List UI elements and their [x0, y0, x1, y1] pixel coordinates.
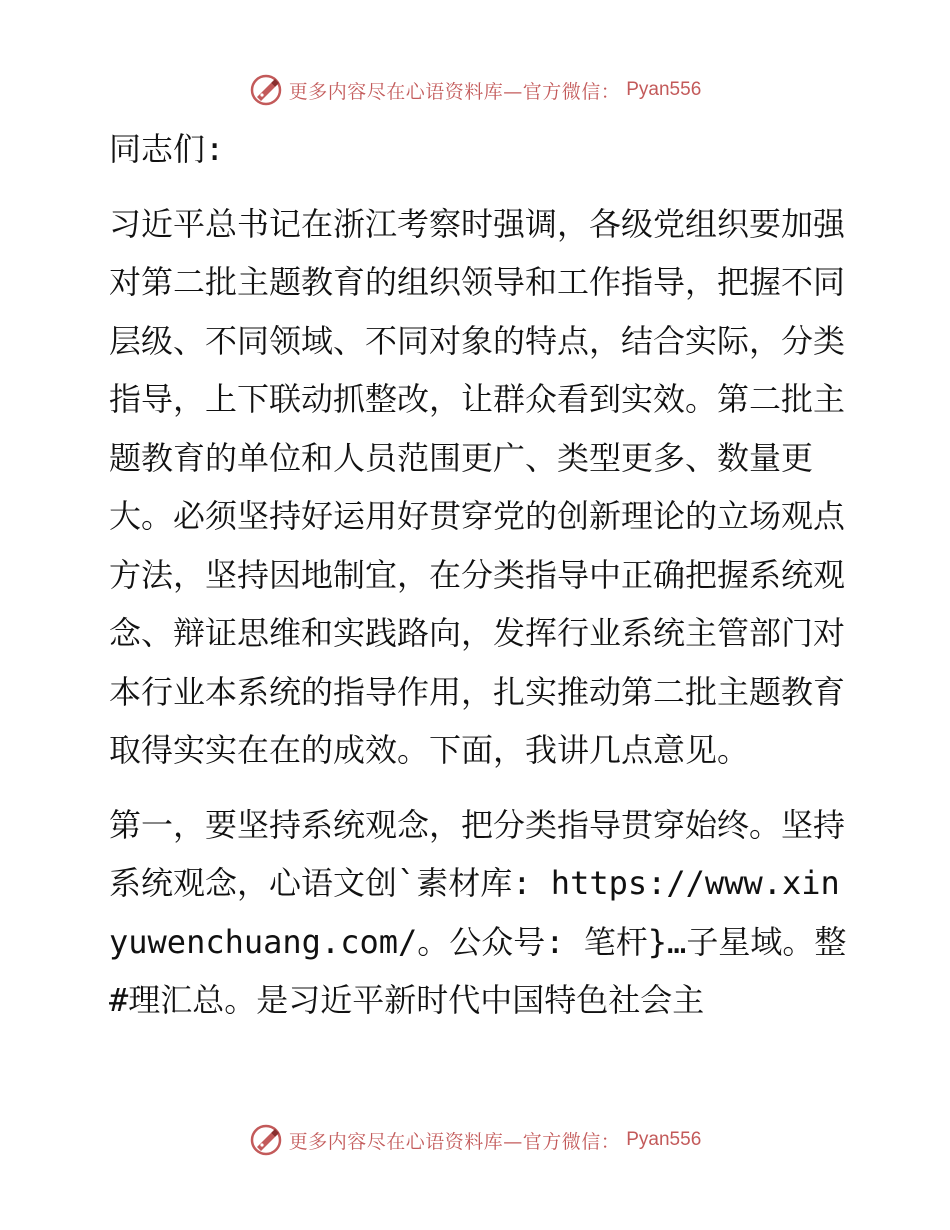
header-watermark-banner — [0, 70, 950, 110]
paragraph-2: 第一，要坚持系统观念，把分类指导贯穿始终。坚持系统观念，心语文创`素材库: https://www.xinyuwenchuang.com/。公众号: 笔杆}…子星域。整#理汇总。是习近平新时代中国特色社会主 — [109, 805, 847, 1019]
banner-wechat-id: Pyan556 — [626, 1129, 702, 1150]
banner-text: 更多内容尽在心语资料库—官方微信： — [288, 1130, 621, 1153]
document-body — [97, 120, 857, 1030]
salutation: 同志们: — [109, 130, 225, 168]
pen-nib-logo-icon — [249, 73, 283, 107]
banner-wechat-id: Pyan556 — [626, 79, 702, 100]
pen-nib-logo-icon — [249, 1123, 283, 1157]
footer-watermark-banner — [0, 1120, 950, 1160]
banner-text: 更多内容尽在心语资料库—官方微信： — [288, 80, 621, 103]
paragraph-1: 习近平总书记在浙江考察时强调，各级党组织要加强对第二批主题教育的组织领导和工作指导，把握不同层级、不同领域、不同对象的特点，结合实际，分类指导，上下联动抓整改，让群众看到实效。第二批主题教育的单位和人员范围更广、类型更多、数量更大。必须坚持好运用好贯穿党的创新理论的立场观点方法，坚持因地制宜，在分类指导中正确把握系统观念、辩证思维和实践路向，发挥行业系统主管部门对本行业本系统的指导作用，扎实推动第二批主题教育取得实实在在的成效。下面，我讲几点意见。 — [109, 204, 846, 769]
